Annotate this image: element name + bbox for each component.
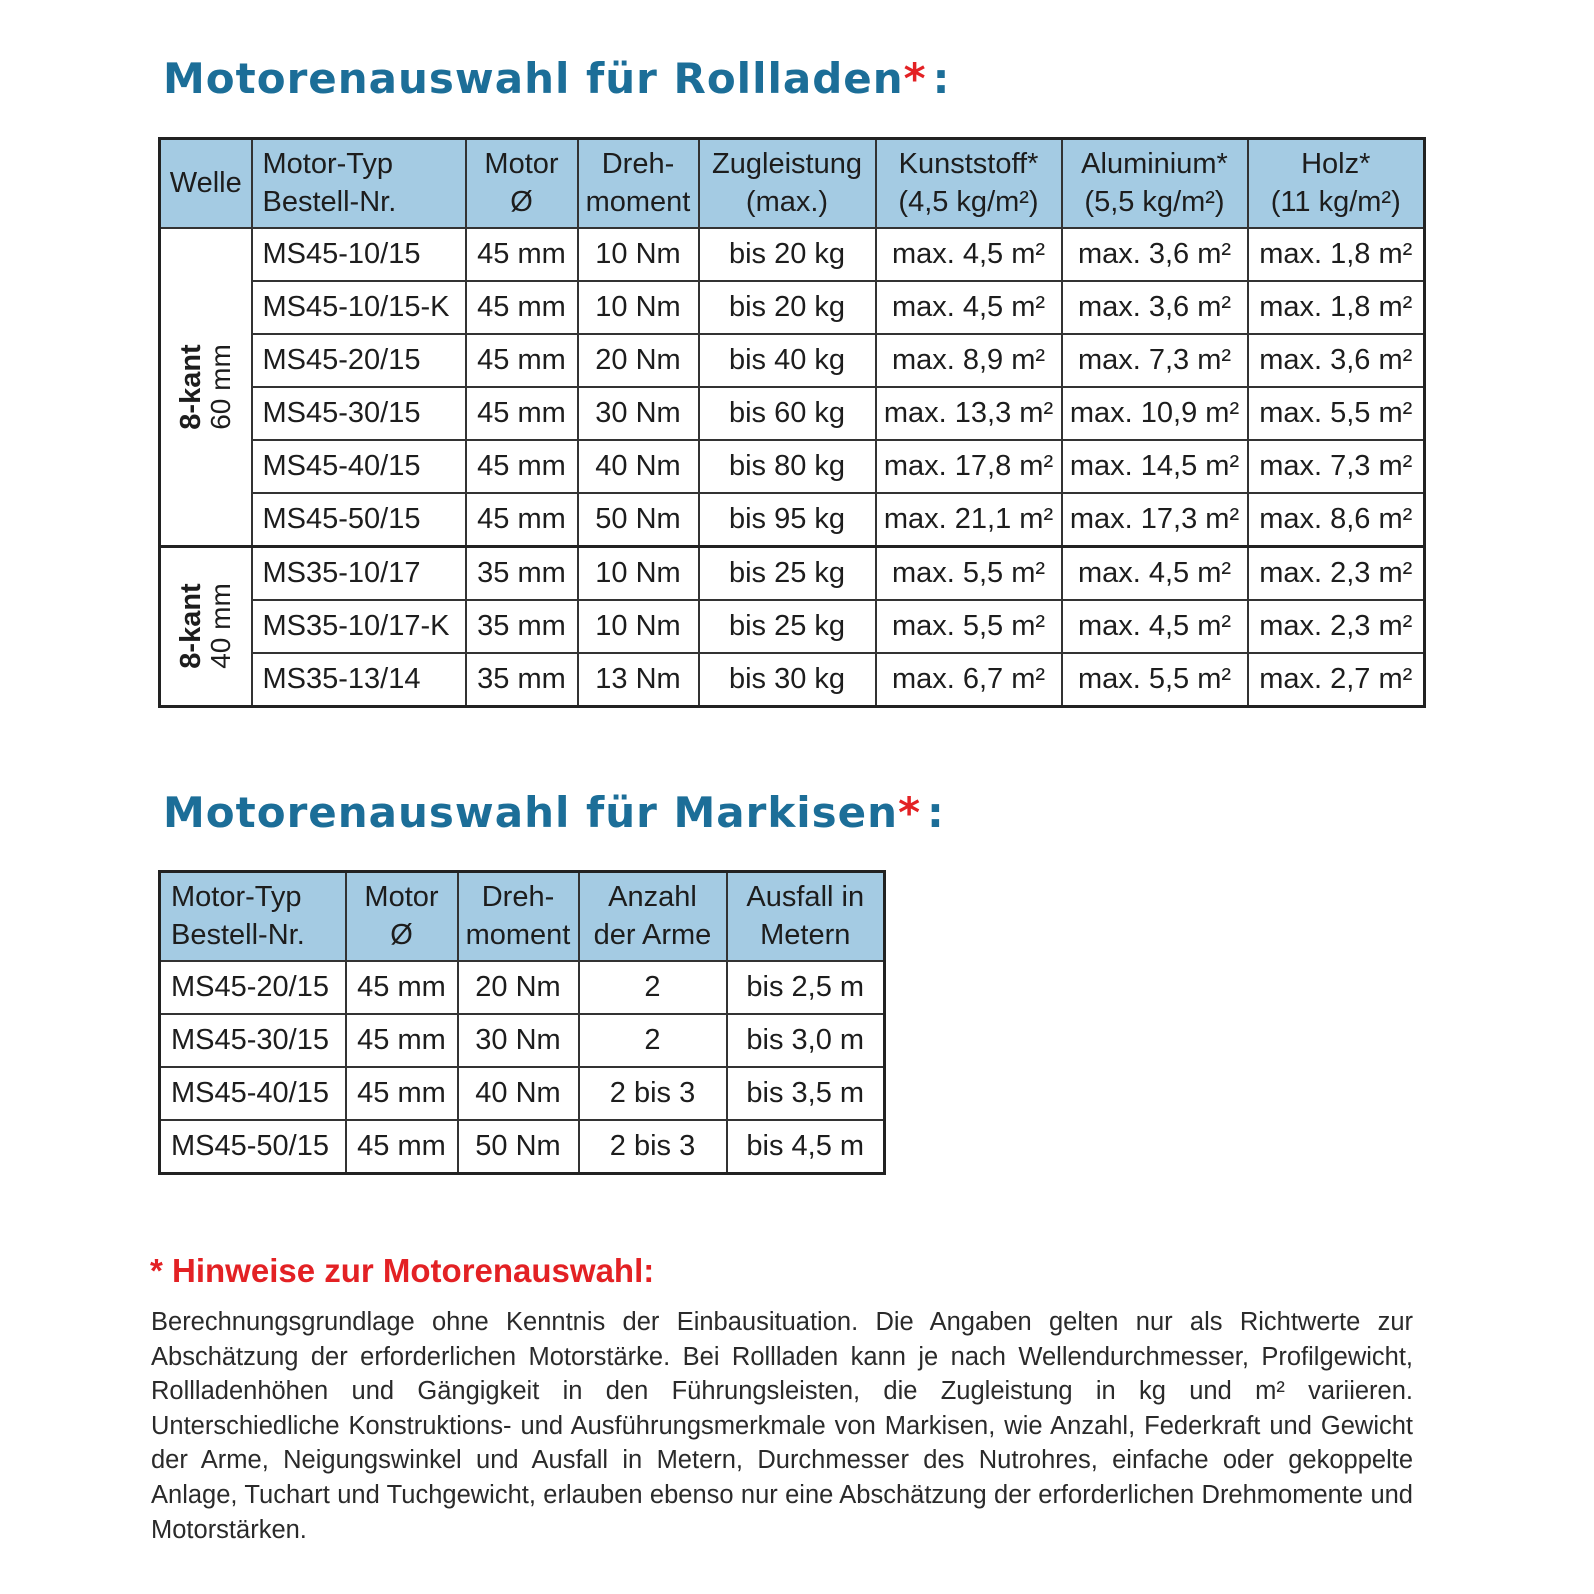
table-row [160,653,1425,707]
header-aluminium: Aluminium* (5,5 kg/m²) [1062,139,1248,228]
anzahl-arme-cell: 2 [579,961,727,1014]
motor-diameter-cell: 45 mm [346,1067,458,1120]
rollladen-title [163,54,950,103]
holz-cell: max. 2,7 m² [1248,653,1425,707]
motor-typ-cell: MS45-20/15 [252,334,466,387]
holz-cell: max. 2,3 m² [1248,546,1425,600]
markisen-title [163,788,945,837]
drehmoment-cell: 10 Nm [578,600,699,653]
motor-diameter-cell: 45 mm [346,1014,458,1067]
holz-cell: max. 5,5 m² [1248,387,1425,440]
shaft-size: 60 mm [204,343,236,430]
shaft-group-label [160,546,252,706]
ausfall-cell: bis 2,5 m [727,961,885,1014]
header-anzahl-arme: Anzahl der Arme [579,872,727,961]
aluminium-cell: max. 17,3 m² [1062,493,1248,547]
zugleistung-cell: bis 95 kg [699,493,876,547]
table-row [160,546,1425,600]
motor-diameter-cell: 45 mm [466,281,578,334]
drehmoment-cell: 50 Nm [578,493,699,547]
markisen-table [158,870,886,1175]
table-row [160,1120,885,1174]
motor-typ-cell: MS45-20/15 [160,961,346,1014]
rollladen-title-text: Motorenauswahl für Rollladen [163,54,904,103]
aluminium-cell: max. 4,5 m² [1062,546,1248,600]
rollladen-header-row [160,139,1425,228]
table-row [160,1067,885,1120]
table-row [160,961,885,1014]
kunststoff-cell: max. 21,1 m² [876,493,1062,547]
aluminium-cell: max. 4,5 m² [1062,600,1248,653]
motor-diameter-cell: 45 mm [346,1120,458,1174]
aluminium-cell: max. 5,5 m² [1062,653,1248,707]
holz-cell: max. 2,3 m² [1248,600,1425,653]
motor-typ-cell: MS45-50/15 [252,493,466,547]
markisen-header-row [160,872,885,961]
motor-typ-cell: MS35-10/17-K [252,600,466,653]
table-row [160,600,1425,653]
zugleistung-cell: bis 40 kg [699,334,876,387]
ausfall-cell: bis 4,5 m [727,1120,885,1174]
notes-body: Berechnungsgrundlage ohne Kenntnis der Einbausituation. Die Angaben gelten nur als Richtwerte zur Abschätzung der erforderlichen Motorstärke. Bei Rollladen kann je nach Wellendurchmesser, Profilgewicht, Rollladenhöhen und Gängigkeit in den Führungsleisten, die Zugleistung in kg und m² variieren. Unterschiedliche Konstruktions- und Ausführungsmerkmale von Markisen, wie Anzahl, Federkraft und Gewicht der Arme, Neigungswinkel und Ausfall in Metern, Durchmesser des Nutrohres, einfache oder gekoppelte Anlage, Tuchart und Tuchgewicht, erlauben ebenso nur eine Abschätzung der erforderlichen Drehmomente und Motorstärken. [151,1308,1413,1544]
zugleistung-cell: bis 60 kg [699,387,876,440]
rollladen-table-body [160,228,1425,707]
zugleistung-cell: bis 20 kg [699,281,876,334]
motor-diameter-cell: 45 mm [466,440,578,493]
motor-diameter-cell: 45 mm [466,228,578,281]
motor-diameter-cell: 45 mm [346,961,458,1014]
header-motor-typ: Motor-Typ Bestell-Nr. [252,139,466,228]
holz-cell: max. 8,6 m² [1248,493,1425,547]
holz-cell: max. 1,8 m² [1248,228,1425,281]
kunststoff-cell: max. 5,5 m² [876,600,1062,653]
drehmoment-cell: 20 Nm [578,334,699,387]
notes-heading: * Hinweise zur Motorenauswahl: [150,1252,655,1289]
table-row [160,440,1425,493]
shaft-type: 8-kant [174,343,207,430]
anzahl-arme-cell: 2 bis 3 [579,1067,727,1120]
kunststoff-cell: max. 5,5 m² [876,546,1062,600]
kunststoff-cell: max. 4,5 m² [876,228,1062,281]
motor-typ-cell: MS45-30/15 [160,1014,346,1067]
zugleistung-cell: bis 25 kg [699,546,876,600]
header-kunststoff: Kunststoff* (4,5 kg/m²) [876,139,1062,228]
aluminium-cell: max. 3,6 m² [1062,281,1248,334]
zugleistung-cell: bis 20 kg [699,228,876,281]
motor-typ-cell: MS45-10/15-K [252,281,466,334]
ausfall-cell: bis 3,0 m [727,1014,885,1067]
motor-diameter-cell: 35 mm [466,546,578,600]
drehmoment-cell: 30 Nm [458,1014,579,1067]
header-ausfall: Ausfall in Metern [727,872,885,961]
aluminium-cell: max. 3,6 m² [1062,228,1248,281]
asterisk-marker: * [903,54,927,103]
ausfall-cell: bis 3,5 m [727,1067,885,1120]
anzahl-arme-cell: 2 [579,1014,727,1067]
header-zugleistung: Zugleistung (max.) [699,139,876,228]
drehmoment-cell: 40 Nm [458,1067,579,1120]
anzahl-arme-cell: 2 bis 3 [579,1120,727,1174]
rollladen-table [158,137,1426,708]
markisen-title-text: Motorenauswahl für Markisen [163,788,899,837]
kunststoff-cell: max. 17,8 m² [876,440,1062,493]
header-welle: Welle [160,139,252,228]
shaft-size: 40 mm [204,583,236,669]
motor-diameter-cell: 35 mm [466,600,578,653]
aluminium-cell: max. 10,9 m² [1062,387,1248,440]
motor-diameter-cell: 45 mm [466,334,578,387]
table-row [160,387,1425,440]
header-holz: Holz* (11 kg/m²) [1248,139,1425,228]
drehmoment-cell: 40 Nm [578,440,699,493]
kunststoff-cell: max. 6,7 m² [876,653,1062,707]
aluminium-cell: max. 14,5 m² [1062,440,1248,493]
motor-typ-cell: MS45-30/15 [252,387,466,440]
title-colon: : [932,54,951,103]
drehmoment-cell: 30 Nm [578,387,699,440]
motor-typ-cell: MS45-40/15 [252,440,466,493]
header-motor-diameter: Motor Ø [346,872,458,961]
drehmoment-cell: 10 Nm [578,228,699,281]
drehmoment-cell: 10 Nm [578,546,699,600]
kunststoff-cell: max. 4,5 m² [876,281,1062,334]
holz-cell: max. 1,8 m² [1248,281,1425,334]
motor-typ-cell: MS35-10/17 [252,546,466,600]
asterisk-marker: * [898,788,922,837]
kunststoff-cell: max. 8,9 m² [876,334,1062,387]
motor-typ-cell: MS45-50/15 [160,1120,346,1174]
header-drehmoment: Dreh- moment [458,872,579,961]
holz-cell: max. 3,6 m² [1248,334,1425,387]
drehmoment-cell: 20 Nm [458,961,579,1014]
motor-typ-cell: MS45-40/15 [160,1067,346,1120]
table-row [160,334,1425,387]
table-row [160,228,1425,281]
drehmoment-cell: 10 Nm [578,281,699,334]
zugleistung-cell: bis 30 kg [699,653,876,707]
drehmoment-cell: 50 Nm [458,1120,579,1174]
aluminium-cell: max. 7,3 m² [1062,334,1248,387]
motor-typ-cell: MS35-13/14 [252,653,466,707]
markisen-table-body [160,961,885,1174]
motor-diameter-cell: 45 mm [466,493,578,547]
kunststoff-cell: max. 13,3 m² [876,387,1062,440]
table-row [160,493,1425,547]
header-motor-diameter: Motor Ø [466,139,578,228]
table-row [160,1014,885,1067]
zugleistung-cell: bis 80 kg [699,440,876,493]
title-colon: : [927,788,945,837]
shaft-type: 8-kant [174,583,207,669]
zugleistung-cell: bis 25 kg [699,600,876,653]
header-drehmoment: Dreh- moment [578,139,699,228]
table-row [160,281,1425,334]
shaft-group-label [160,228,252,547]
drehmoment-cell: 13 Nm [578,653,699,707]
holz-cell: max. 7,3 m² [1248,440,1425,493]
motor-diameter-cell: 35 mm [466,653,578,707]
motor-diameter-cell: 45 mm [466,387,578,440]
motor-typ-cell: MS45-10/15 [252,228,466,281]
header-motor-typ: Motor-Typ Bestell-Nr. [160,872,346,961]
